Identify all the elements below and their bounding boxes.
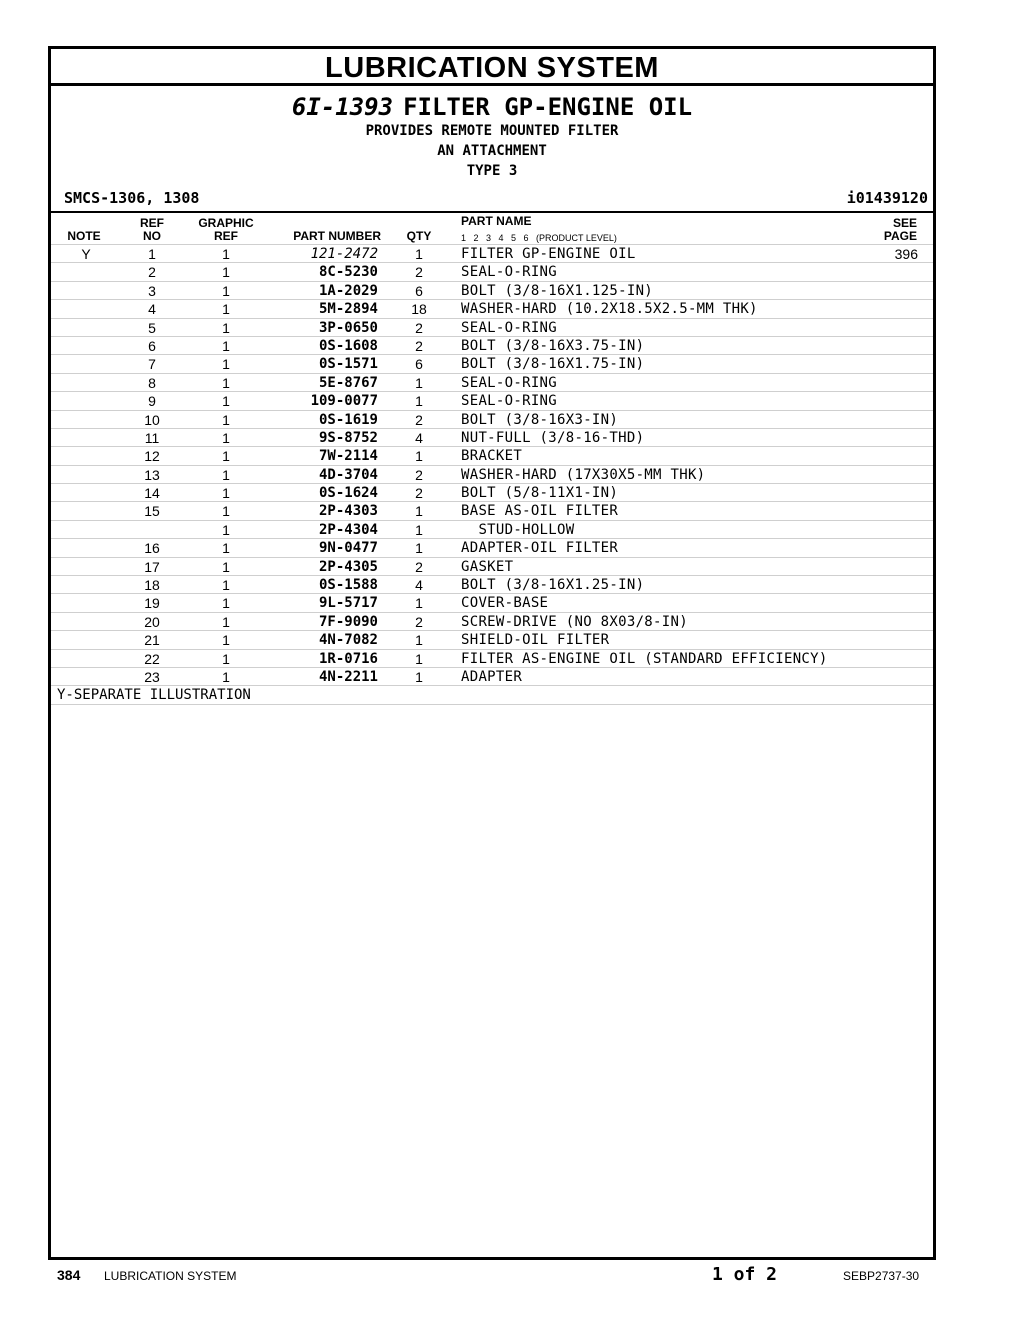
footer-publication-number: SEBP2737-30	[843, 1269, 920, 1283]
header-part-number: PART NUMBER	[293, 229, 381, 243]
graphic-ref-cell: 1	[222, 466, 230, 483]
table-row	[51, 557, 933, 575]
graphic-ref-cell: 1	[222, 595, 230, 612]
graphic-ref-cell: 1	[222, 650, 230, 667]
graphic-ref-cell: 1	[222, 337, 230, 354]
table-row	[51, 593, 933, 611]
see-page-cell: 396	[894, 246, 918, 262]
ref-no-cell: 14	[144, 485, 160, 502]
part-name-cell: BOLT (3/8-16X1.125-IN)	[461, 282, 654, 299]
table-row	[51, 520, 933, 538]
qty-cell: 1	[415, 632, 423, 649]
graphic-ref-cell: 1	[222, 374, 230, 391]
group-description-line: AN ATTACHMENT	[437, 143, 547, 159]
qty-cell: 1	[415, 668, 423, 685]
footer-page-number: 384	[57, 1267, 81, 1283]
part-number-cell: 0S-1608	[318, 337, 378, 354]
header-see-top: SEE	[892, 216, 917, 230]
part-number-cell: 8C-5230	[318, 264, 378, 281]
part-number-cell: 0S-1624	[318, 485, 378, 502]
table-row	[51, 649, 933, 667]
part-number-cell: 0S-1619	[318, 411, 378, 428]
part-name-cell: SEAL-O-RING	[461, 393, 558, 410]
group-part-number: 6I-1393	[291, 93, 394, 121]
part-name-cell: WASHER-HARD (17X30X5-MM THK)	[461, 466, 706, 483]
qty-cell: 1	[415, 521, 423, 538]
group-part-name: FILTER GP-ENGINE OIL	[403, 93, 693, 121]
part-number-cell: 5E-8767	[318, 374, 378, 391]
group-description-line: PROVIDES REMOTE MOUNTED FILTER	[365, 123, 619, 139]
qty-cell: 4	[415, 577, 423, 594]
group-header	[51, 93, 933, 181]
part-number-cell: 9L-5717	[318, 595, 378, 612]
ref-no-cell: 23	[144, 668, 160, 685]
qty-cell: 2	[415, 337, 423, 354]
ref-no-cell: 6	[148, 337, 156, 354]
qty-cell: 2	[415, 613, 423, 630]
group-title	[51, 93, 933, 121]
qty-cell: 4	[415, 429, 423, 446]
part-name-cell: BOLT (3/8-16X3.75-IN)	[461, 337, 645, 354]
qty-cell: 1	[415, 374, 423, 391]
ref-no-cell: 17	[144, 558, 160, 575]
part-name-cell: NUT-FULL (3/8-16-THD)	[461, 429, 645, 446]
ref-no-cell: 20	[144, 613, 160, 630]
part-name-cell: SEAL-O-RING	[461, 374, 558, 391]
note-cell: Y	[81, 246, 91, 262]
ref-no-cell: 21	[144, 632, 160, 649]
graphic-ref-cell: 1	[222, 632, 230, 649]
qty-cell: 1	[415, 540, 423, 557]
table-row	[51, 446, 933, 464]
header-divider	[51, 211, 933, 213]
ref-no-cell: 5	[148, 319, 156, 336]
table-row	[51, 299, 933, 317]
part-name-cell: GASKET	[461, 558, 514, 575]
graphic-ref-cell: 1	[222, 613, 230, 630]
ref-no-cell: 7	[148, 356, 156, 373]
part-number-cell: 1A-2029	[318, 282, 378, 299]
qty-cell: 2	[415, 264, 423, 281]
ref-no-cell: 22	[144, 650, 160, 667]
header-product-levels: 1 2 3 4 5 6 (PRODUCT LEVEL)	[461, 233, 617, 243]
header-see-bottom: PAGE	[883, 229, 917, 243]
graphic-ref-cell: 1	[222, 485, 230, 502]
graphic-ref-cell: 1	[222, 411, 230, 428]
ref-no-cell: 9	[148, 393, 156, 410]
qty-cell: 2	[415, 558, 423, 575]
header-graphic-ref	[191, 217, 261, 243]
part-name-cell: STUD-HOLLOW	[461, 521, 575, 538]
part-number-cell: 9S-8752	[318, 429, 378, 446]
part-number-cell: 4N-2211	[318, 668, 378, 685]
qty-cell: 1	[415, 595, 423, 612]
qty-cell: 1	[415, 448, 423, 465]
ref-no-cell: 12	[144, 448, 160, 465]
part-name-cell: SEAL-O-RING	[461, 264, 558, 281]
graphic-ref-cell: 1	[222, 668, 230, 685]
part-number-cell: 121-2472	[310, 246, 378, 262]
ref-no-cell: 15	[144, 503, 160, 520]
ref-no-cell: 10	[144, 411, 160, 428]
header-part-name: PART NAME	[461, 214, 532, 228]
graphic-ref-cell: 1	[222, 429, 230, 446]
table-row	[51, 465, 933, 483]
ref-no-cell: 18	[144, 577, 160, 594]
qty-cell: 1	[415, 650, 423, 667]
table-row	[51, 575, 933, 593]
table-row	[51, 410, 933, 428]
header-ref-bottom: NO	[143, 229, 161, 243]
footer-section-title: LUBRICATION SYSTEM	[104, 1269, 237, 1283]
table-row	[51, 281, 933, 299]
table-row	[51, 501, 933, 519]
header-graphic-top: GRAPHIC	[198, 216, 254, 230]
qty-cell: 2	[415, 466, 423, 483]
footnote-text: Y-SEPARATE ILLUSTRATION	[57, 687, 251, 704]
table-row	[51, 336, 933, 354]
part-number-cell: 2P-4305	[318, 558, 378, 575]
footer-sheet-count: 1 of 2	[712, 1264, 778, 1285]
graphic-ref-cell: 1	[222, 521, 230, 538]
section-title: LUBRICATION SYSTEM	[51, 49, 933, 86]
qty-cell: 2	[415, 411, 423, 428]
part-number-cell: 109-0077	[310, 393, 378, 410]
table-row	[51, 428, 933, 446]
table-row	[51, 391, 933, 409]
header-note: NOTE	[67, 229, 101, 243]
part-name-cell: ADAPTER	[461, 668, 523, 685]
qty-cell: 6	[415, 356, 423, 373]
part-number-cell: 5M-2894	[318, 301, 378, 318]
ref-no-cell: 19	[144, 595, 160, 612]
graphic-ref-cell: 1	[222, 558, 230, 575]
table-row	[51, 667, 933, 685]
part-number-cell: 7W-2114	[318, 448, 378, 465]
table-row	[51, 262, 933, 280]
part-number-cell: 0S-1588	[318, 577, 378, 594]
header-see-page	[877, 217, 917, 243]
qty-cell: 2	[415, 485, 423, 502]
part-number-cell: 0S-1571	[318, 356, 378, 373]
table-row	[51, 538, 933, 556]
table-row	[51, 244, 933, 262]
qty-cell: 1	[415, 246, 423, 262]
part-number-cell: 2P-4303	[318, 503, 378, 520]
qty-cell: 6	[415, 282, 423, 299]
part-name-cell: WASHER-HARD (10.2X18.5X2.5-MM THK)	[461, 301, 758, 318]
part-name-cell: BOLT (3/8-16X3-IN)	[461, 411, 619, 428]
part-name-cell: SCREW-DRIVE (NO 8X03/8-IN)	[461, 613, 688, 630]
footnote-row	[51, 685, 933, 704]
graphic-ref-cell: 1	[222, 319, 230, 336]
graphic-ref-cell: 1	[222, 448, 230, 465]
part-name-cell: BOLT (3/8-16X1.25-IN)	[461, 577, 645, 594]
part-name-cell: FILTER GP-ENGINE OIL	[461, 246, 636, 262]
table-row	[51, 483, 933, 501]
parts-table	[51, 244, 933, 705]
header-qty: QTY	[406, 229, 432, 243]
part-number-cell: 9N-0477	[318, 540, 378, 557]
table-row	[51, 630, 933, 648]
ref-no-cell: 11	[144, 429, 160, 446]
ref-no-cell: 13	[144, 466, 160, 483]
graphic-ref-cell: 1	[222, 246, 230, 262]
part-name-cell: FILTER AS-ENGINE OIL (STANDARD EFFICIENCY)	[461, 650, 828, 667]
part-name-cell: COVER-BASE	[461, 595, 549, 612]
table-row	[51, 612, 933, 630]
illustration-id: i01439120	[846, 189, 928, 207]
part-number-cell: 3P-0650	[318, 319, 378, 336]
part-name-cell: SEAL-O-RING	[461, 319, 558, 336]
header-ref-no	[137, 217, 167, 243]
smcs-code: SMCS-1306, 1308	[64, 189, 200, 207]
part-number-cell: 7F-9090	[318, 613, 378, 630]
graphic-ref-cell: 1	[222, 301, 230, 318]
graphic-ref-cell: 1	[222, 540, 230, 557]
table-row	[51, 318, 933, 336]
ref-no-cell: 2	[148, 264, 156, 281]
qty-cell: 18	[411, 301, 427, 318]
ref-no-cell: 16	[144, 540, 160, 557]
graphic-ref-cell: 1	[222, 577, 230, 594]
part-name-cell: BASE AS-OIL FILTER	[461, 503, 619, 520]
graphic-ref-cell: 1	[222, 393, 230, 410]
ref-no-cell: 3	[148, 282, 156, 299]
part-number-cell: 1R-0716	[318, 650, 378, 667]
part-name-cell: SHIELD-OIL FILTER	[461, 632, 610, 649]
ref-no-cell: 8	[148, 374, 156, 391]
graphic-ref-cell: 1	[222, 264, 230, 281]
table-row	[51, 373, 933, 391]
part-number-cell: 4N-7082	[318, 632, 378, 649]
graphic-ref-cell: 1	[222, 356, 230, 373]
group-description-line: TYPE 3	[466, 163, 518, 179]
header-graphic-bottom: REF	[214, 229, 238, 243]
ref-no-cell: 1	[148, 246, 156, 262]
graphic-ref-cell: 1	[222, 503, 230, 520]
part-name-cell: BOLT (3/8-16X1.75-IN)	[461, 356, 645, 373]
page-frame	[48, 46, 936, 1260]
qty-cell: 1	[415, 393, 423, 410]
qty-cell: 2	[415, 319, 423, 336]
table-row	[51, 354, 933, 372]
graphic-ref-cell: 1	[222, 282, 230, 299]
part-number-cell: 2P-4304	[318, 521, 378, 538]
part-name-cell: BRACKET	[461, 448, 523, 465]
qty-cell: 1	[415, 503, 423, 520]
header-ref-top: REF	[140, 216, 164, 230]
part-number-cell: 4D-3704	[318, 466, 378, 483]
part-name-cell: ADAPTER-OIL FILTER	[461, 540, 619, 557]
ref-no-cell: 4	[148, 301, 156, 318]
part-name-cell: BOLT (5/8-11X1-IN)	[461, 485, 619, 502]
